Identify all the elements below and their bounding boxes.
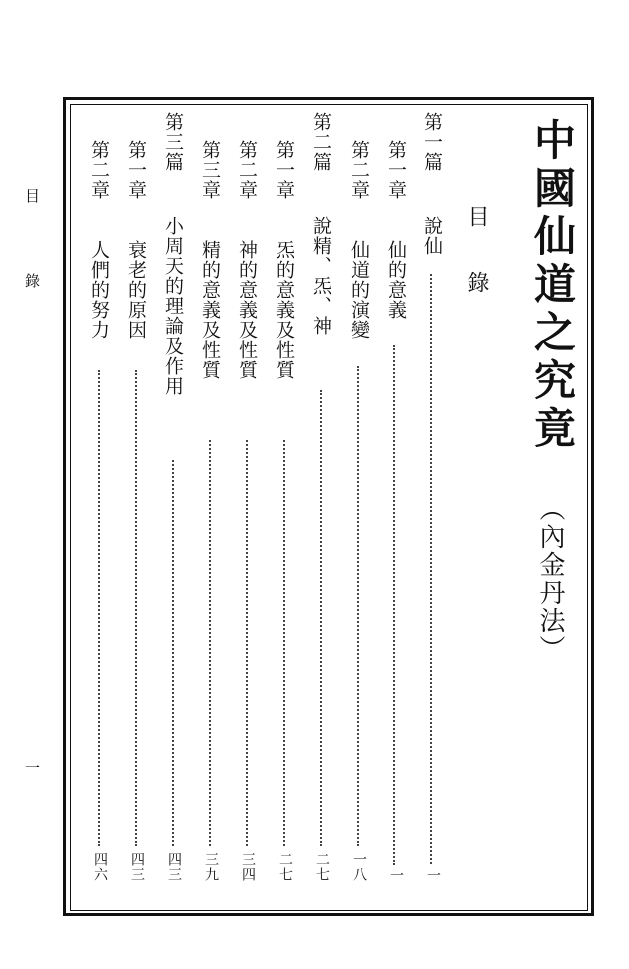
entry-label: 第一篇: [421, 112, 443, 172]
entry-title: 炁的意義及性質: [273, 240, 295, 380]
dot-leader: [135, 370, 137, 846]
entry-title: 說精、炁、神: [310, 216, 332, 336]
entry-page: 二七: [314, 852, 330, 882]
dot-leader: [430, 274, 432, 864]
running-page-number: 一: [23, 760, 41, 775]
entry-label: 第二章: [236, 140, 258, 200]
entry-label: 第三章: [199, 140, 221, 200]
entry-label: 第一章: [273, 140, 295, 200]
entry-title: 精的意義及性質: [199, 240, 221, 380]
book-subtitle: （內金丹法）: [535, 495, 565, 663]
entry-page: 四六: [92, 852, 108, 882]
entry-label: 第二篇: [310, 112, 332, 172]
toc-heading: 目錄: [464, 205, 489, 337]
book-title: 中國仙道之究竟: [528, 118, 577, 454]
dot-leader: [357, 366, 359, 846]
entry-title: 仙道的演變: [348, 240, 370, 340]
entry-title: 說仙: [421, 216, 443, 256]
entry-title: 人們的努力: [88, 240, 110, 340]
entry-title: 衰老的原因: [125, 240, 147, 340]
dot-leader: [320, 390, 322, 846]
entry-title: 神的意義及性質: [236, 240, 258, 380]
entry-page: 四三: [166, 852, 182, 882]
entry-label: 第二章: [348, 140, 370, 200]
entry-title: 仙的意義: [385, 240, 407, 320]
entry-label: 第一章: [125, 140, 147, 200]
entry-label: 第二章: [88, 140, 110, 200]
entry-label: 第一章: [385, 140, 407, 200]
dot-leader: [209, 440, 211, 846]
entry-page: 四三: [129, 852, 145, 882]
dot-leader: [98, 370, 100, 846]
dot-leader: [246, 440, 248, 846]
running-header-label: 目錄: [23, 188, 41, 358]
entry-title: 小周天的理論及作用: [162, 216, 184, 396]
entry-page: 三四: [240, 852, 256, 882]
dot-leader: [283, 440, 285, 846]
entry-page: 一: [388, 868, 404, 883]
dot-leader: [393, 345, 395, 865]
entry-label: 第三篇: [162, 112, 184, 172]
dot-leader: [172, 460, 174, 846]
entry-page: 三九: [203, 852, 219, 882]
entry-page: 一八: [351, 852, 367, 882]
entry-page: 二七: [277, 852, 293, 882]
entry-page: 一: [425, 868, 441, 883]
